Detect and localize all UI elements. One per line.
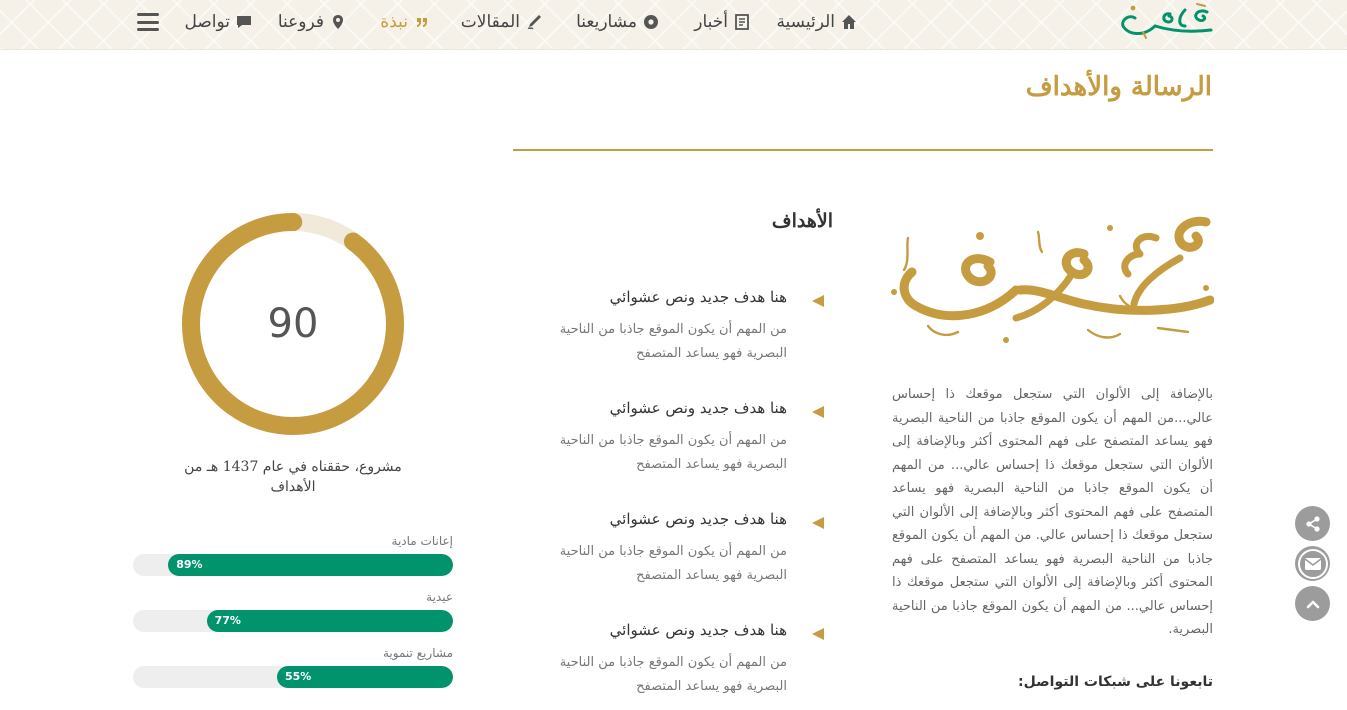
progress-bar-percent: 55% [285,670,312,683]
ring-value: 90 [267,301,319,347]
quote-icon [414,14,430,30]
bar-label: إعانات مادية [391,534,453,548]
goal-item [530,399,828,479]
about-paragraph: بالإضافة إلى الألوان التي ستجعل موقعك ذا إحساس عالي...من المهم أن يكون الموقع جاذبا من الناحية البصرية فهو يساعد المتصفح على فهم المحتوى أكثر وبالإضافة إلى الألوان التي ستجعل موقعك ذا إحساس عالي... من المهم أن يكون الموقع جاذبا من الناحية البصرية فهو يساعد المتصفح على فهم المحتوى أكثر وبالإضافة إلى الألوان التي ستجعل موقعك ذا إحساس عالي. من المهم أن يكون الموقع جاذبا من الناحية البصرية فهو يساعد المتصفح على فهم المحتوى أكثر وبالإضافة إلى الألوان التي ستجعل موقعك ذا إحساس عالي... من المهم أن يكون الموقع جاذبا من الناحية البصرية. [892,387,1213,637]
brand-calligraphy-logo [888,208,1214,358]
progress-bar-fill [277,666,453,688]
goal-title: هنا هدف جديد ونص عشوائي [609,399,787,417]
goal-title: هنا هدف جديد ونص عشوائي [609,510,787,528]
circle-dot-icon [643,14,659,30]
ring-caption: مشروع، حققناه في عام 1437 هـ من الأهداف [184,459,402,495]
share-icon [1304,515,1322,533]
bar-label: عيدية [426,590,453,604]
bar-label: مشاريع تنموية [383,646,453,660]
share-button[interactable] [1295,506,1330,541]
nav-home[interactable] [776,0,857,44]
nav-articles[interactable] [461,0,542,44]
hamburger-menu-icon[interactable] [137,13,159,31]
nav-contact-label: تواصل [184,12,230,32]
progress-bar [133,666,453,688]
nav-projects[interactable] [576,0,659,44]
goals-heading: الأهداف [771,210,833,232]
scroll-top-button[interactable] [1295,586,1330,621]
progress-bar [133,610,453,632]
home-icon [841,14,857,30]
top-header [0,0,1347,50]
triangle-bullet-icon [812,406,824,418]
page-title: الرسالة والأهداف [1025,72,1212,102]
progress-bar-percent: 89% [176,558,203,571]
goal-description: من المهم أن يكون الموقع جاذبا من الناحية البصرية فهو يساعد المتصفح [559,544,787,583]
nav-projects-label: مشاريعنا [576,12,637,32]
nav-about-label: نبذة [380,12,408,32]
mail-icon [1297,548,1329,580]
nav-branches[interactable] [278,0,346,44]
progress-ring [180,211,406,437]
goal-item [530,510,828,590]
brand-logo[interactable] [1115,2,1215,42]
goal-title: هنا هدف جديد ونص عشوائي [609,288,787,306]
map-marker-icon [330,14,346,30]
progress-bar [133,554,453,576]
newspaper-icon [734,14,750,30]
comment-icon [236,14,252,30]
mail-button[interactable] [1295,546,1330,581]
title-divider [513,149,1213,151]
goal-description: من المهم أن يكون الموقع جاذبا من الناحية البصرية فهو يساعد المتصفح [559,655,787,694]
goal-description: من المهم أن يكون الموقع جاذبا من الناحية البصرية فهو يساعد المتصفح [559,322,787,361]
nav-contact[interactable] [184,0,252,44]
nav-branches-label: فروعنا [277,12,324,32]
nav-news-label: أخبار [694,12,728,32]
goal-item [530,621,828,701]
pen-icon [526,14,542,30]
chevron-up-icon [1305,596,1321,612]
nav-news[interactable] [694,0,750,44]
nav-articles-label: المقالات [460,12,520,32]
goal-description: من المهم أن يكون الموقع جاذبا من الناحية البصرية فهو يساعد المتصفح [559,433,787,472]
goal-item [530,288,828,368]
progress-bar-fill [168,554,453,576]
progress-bar-fill [207,610,453,632]
progress-bar-percent: 77% [214,614,241,627]
follow-us-heading: تابعونا على شبكات التواصل: [1018,674,1213,690]
nav-about[interactable] [380,0,430,44]
goal-title: هنا هدف جديد ونص عشوائي [609,621,787,639]
triangle-bullet-icon [812,628,824,640]
nav-home-label: الرئيسية [776,12,835,32]
triangle-bullet-icon [812,517,824,529]
triangle-bullet-icon [812,295,824,307]
